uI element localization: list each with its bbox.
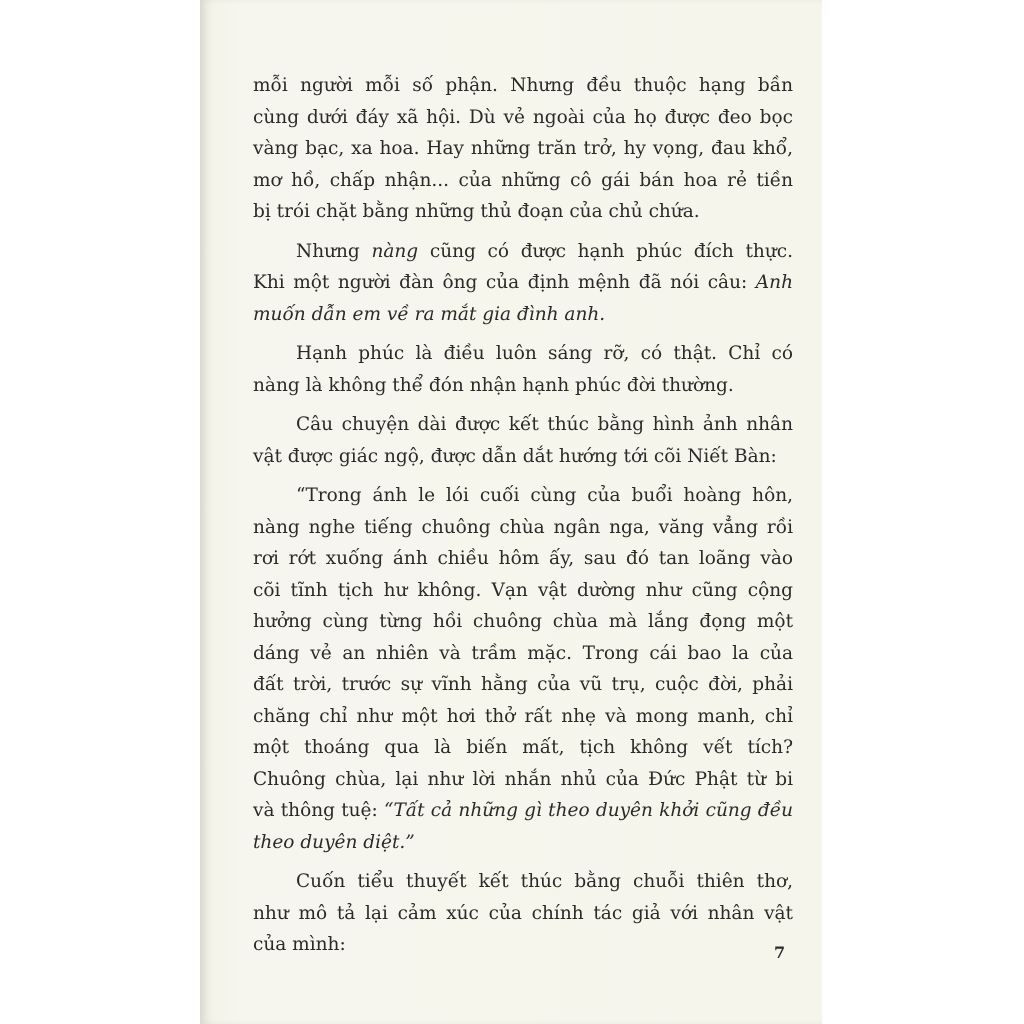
- text-line: Chuông chùa, lại như lời nhắn nhủ của Đức Phật từ bi: [253, 768, 793, 790]
- text-line: nàng là không thể đón nhận hạnh phúc đời thường.: [253, 374, 734, 396]
- text-line: đất trời, trước sự vĩnh hằng của vũ trụ, cuộc đời, phải: [253, 674, 793, 695]
- text-line: cùng dưới đáy xã hội. Dù vẻ ngoài của họ được đeo bọc: [253, 106, 793, 128]
- page-body-text: [253, 70, 793, 961]
- text-line: bị trói chặt bằng những thủ đoạn của chủ chứa.: [253, 201, 700, 222]
- text-line: và thông tuệ: “Tất cả những gì theo duyên khởi cũng đều: [253, 800, 793, 821]
- text-line: Nhưng nàng cũng có được hạnh phúc đích thực.: [296, 240, 793, 262]
- text-line: như mô tả lại cảm xúc của chính tác giả với nhân vật: [253, 902, 793, 924]
- italic-word: Anh: [755, 272, 793, 293]
- text-line: “Trong ánh le lói cuối cùng của buổi hoàng hôn,: [296, 485, 793, 506]
- text-line: mơ hồ, chấp nhận... của những cô gái bán hoa rẻ tiền: [253, 169, 793, 191]
- page-number: 7: [774, 943, 786, 962]
- text-line: dáng vẻ an nhiên và trầm mặc. Trong cái bao la của: [253, 642, 793, 664]
- text-line: Câu chuyện dài được kết thúc bằng hình ảnh nhân: [296, 414, 793, 435]
- text-line: chăng chỉ như một hơi thở rất nhẹ và mong manh, chỉ: [253, 705, 793, 727]
- italic-quote: theo duyên diệt.”: [253, 831, 415, 853]
- text-line: [253, 827, 793, 859]
- text-line: một thoáng qua là biến mất, tịch không vết tích?: [253, 737, 793, 758]
- text-line: cõi tĩnh tịch hư không. Vạn vật dường như cũng cộng: [253, 579, 793, 601]
- italic-quote: muốn dẫn em về ra mắt gia đình anh.: [253, 303, 606, 325]
- text-line: nàng nghe tiếng chuông chùa ngân nga, văng vẳng rồi: [253, 516, 793, 538]
- text-line: vật được giác ngộ, được dẫn dắt hướng tới cõi Niết Bàn:: [253, 445, 777, 467]
- text-line: [253, 299, 793, 331]
- italic-word: nàng: [371, 240, 419, 262]
- text-line: Cuốn tiểu thuyết kết thúc bằng chuỗi thiên thơ,: [296, 871, 793, 892]
- text-line: mỗi người mỗi số phận. Nhưng đều thuộc hạng bần: [253, 75, 793, 96]
- text-line: rơi rớt xuống ánh chiều hôm ấy, sau đó tan loãng vào: [253, 548, 793, 569]
- text-line: hưởng cùng từng hồi chuông chùa mà lắng đọng một: [253, 611, 793, 632]
- text-line: Hạnh phúc là điều luôn sáng rỡ, có thật. Chỉ có: [296, 343, 793, 364]
- text-line: vàng bạc, xa hoa. Hay những trăn trở, hy vọng, đau khổ,: [253, 138, 793, 159]
- text-line: Khi một người đàn ông của định mệnh đã nói câu: Anh: [253, 272, 793, 293]
- italic-quote: “Tất cả những gì theo duyên khởi cũng đều: [383, 800, 793, 821]
- text-line: của mình:: [253, 934, 346, 955]
